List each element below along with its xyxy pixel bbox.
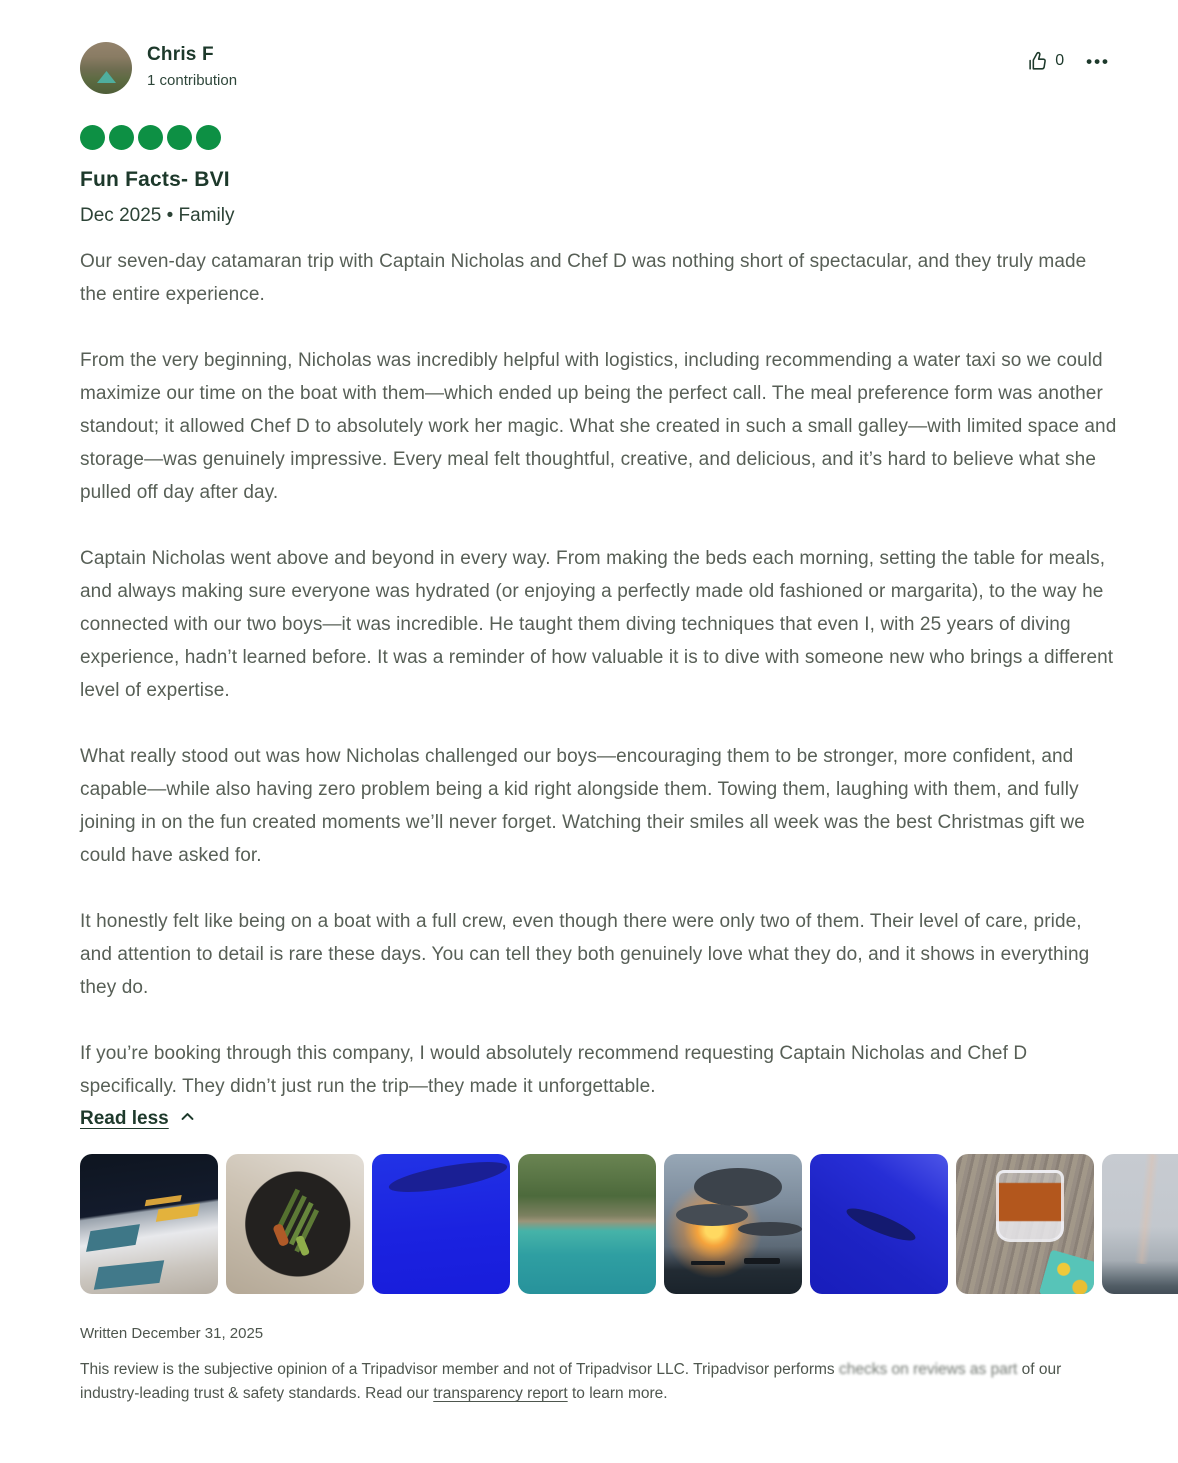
read-less-button[interactable] [80,1108,196,1130]
photo-thumbnail[interactable] [226,1154,364,1294]
photo-strip [80,1154,1178,1294]
read-less-label: Read less [80,1108,169,1129]
written-date: Written December 31, 2025 [80,1325,264,1342]
chevron-up-icon [179,1108,196,1130]
rating-bubble [80,125,105,150]
review-paragraph: If you’re booking through this company, I would absolutely recommend requesting Captain Nicholas and Chef D specifically. They didn’t just run the trip—they made it unforgettable. [80,1043,1028,1097]
rating-bubble [138,125,163,150]
more-options-button[interactable] [1086,53,1110,70]
ellipsis-icon: ••• [1086,51,1110,71]
rating-bubble [109,125,134,150]
reviewer-info [147,42,237,89]
review-paragraph: It honestly felt like being on a boat with a full crew, even though there were only two of them. Their level of care, pride, and attention to detail is rare these days. You can tell they both genuinely love what they do, and it shows in everything they do. [80,911,1090,998]
disclaimer [80,1358,1118,1406]
review-body [80,245,1118,1103]
rating-bubble [196,125,221,150]
photo-thumbnail[interactable] [956,1154,1094,1294]
disclaimer-text: of our industry-leading trust & safety standards. Read our [80,1361,1062,1402]
photo-thumbnail[interactable] [810,1154,948,1294]
review-paragraph: From the very beginning, Nicholas was incredibly helpful with logistics, including recommending a water taxi so we could maximize our time on the boat with them—which ended up being the perfect call. The meal preference form was another standout; it allowed Chef D to absolutely work her magic. What she created in such a small galley—with limited space and storage—was genuinely impressive. Every meal felt thoughtful, creative, and delicious, and it’s hard to believe what she pulled off day after day. [80,350,1117,503]
review-paragraph: Our seven-day catamaran trip with Captain Nicholas and Chef D was nothing short of spectacular, and they truly made the entire experience. [80,251,1087,305]
disclaimer-blurred-text: checks on reviews as part [838,1361,1018,1378]
review-actions [1026,42,1110,72]
helpful-count: 0 [1055,52,1065,69]
reviewer-name[interactable]: Chris F [147,44,214,65]
photo-thumbnail[interactable] [80,1154,218,1294]
review-paragraph: What really stood out was how Nicholas challenged our boys—encouraging them to be stronger, more confident, and capable—while also having zero problem being a kid right alongside them. Towing them, laughing with them, and fully joining in on the fun created moments we’ll never forget. Watching their smiles all week was the best Christmas gift we could have asked for. [80,746,1085,866]
rating-bubble [167,125,192,150]
photo-thumbnail[interactable] [1102,1154,1178,1294]
transparency-report-link[interactable]: transparency report [433,1385,568,1402]
photo-thumbnail[interactable] [664,1154,802,1294]
thumbs-up-icon [1026,50,1048,72]
disclaimer-text: to learn more. [567,1385,668,1402]
helpful-button[interactable] [1026,50,1064,72]
review-paragraph: Captain Nicholas went above and beyond in every way. From making the beds each morning, setting the table for meals, and always making sure everyone was hydrated (or enjoying a perfectly made old fashioned or margarita), to the way he connected with our two boys—it was incredible. He taught them diving techniques that even I, with 25 years of diving experience, hadn’t learned before. It was a reminder of how valuable it is to dive with someone new who brings a different level of expertise. [80,548,1114,701]
review-title: Fun Facts- BVI [80,168,230,191]
reviewer-contributions: 1 contribution [147,72,238,89]
photo-thumbnail[interactable] [518,1154,656,1294]
disclaimer-text: This review is the subjective opinion of a Tripadvisor member and not of Tripadvisor LLC. Tripadvisor performs [80,1361,839,1378]
photo-thumbnail[interactable] [372,1154,510,1294]
avatar[interactable] [80,42,132,94]
review-header [0,0,1178,94]
review-meta: Dec 2025 • Family [80,205,235,226]
rating-bubbles [80,125,1178,150]
